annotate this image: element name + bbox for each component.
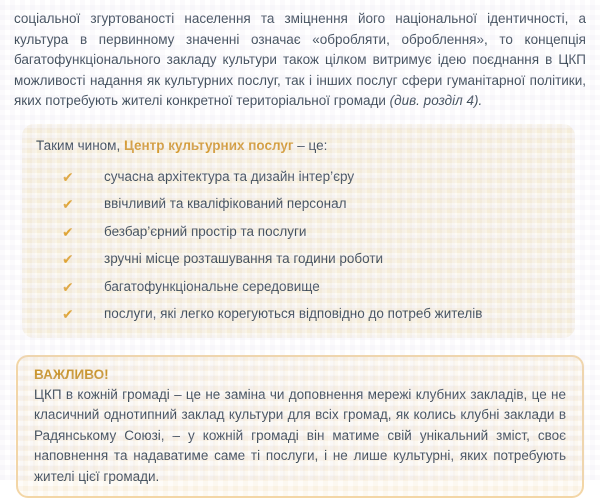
important-box-title: ВАЖЛИВО!	[34, 365, 566, 384]
check-icon: ✔	[62, 279, 104, 296]
check-icon: ✔	[62, 251, 104, 268]
list-item-label: багатофункціональне середовище	[104, 279, 559, 296]
services-box	[22, 124, 575, 338]
list-item	[62, 251, 559, 268]
services-list	[36, 169, 559, 323]
list-item	[62, 279, 559, 296]
list-item-label: зручні місце розташування та години роботи	[104, 251, 559, 268]
list-item-label: ввічливий та кваліфікований персонал	[104, 196, 559, 213]
check-icon: ✔	[62, 224, 104, 241]
check-icon: ✔	[62, 169, 104, 186]
intro-text: соціальної згуртованості населення та зміцнення його національної ідентичності, а культура в первинному значенні означає «обробляти, оброблення», то концепція багатофункціонального закладу культури також цілком витримує ідею поєднання в ЦКП можливості надання як культурних послуг, так і інших послуг сфери гуманітарної політики, яких потребують жителі конкретної територіальної громади	[14, 11, 586, 108]
services-heading-accent: Центр культурних послуг	[124, 138, 294, 153]
important-box-body: ЦКП в кожній громаді – це не заміна чи доповнення мережі клубних закладів, це не класичний однотипний заклад культури для всіх громад, як колись клубні заклади в Радянському Союзі, – у кожній громаді він матиме свій унікальний зміст, своє наповнення та надаватиме саме ті послуги, і не лише культурні, яких потребують жителі цієї громади.	[34, 385, 566, 488]
services-heading	[36, 137, 559, 154]
intro-reference: (див. розділ 4).	[390, 93, 483, 108]
services-heading-prefix: Таким чином,	[36, 138, 124, 153]
list-item-label: безбар’єрний простір та послуги	[104, 224, 559, 241]
list-item	[62, 224, 559, 241]
services-heading-suffix: – це:	[294, 138, 328, 153]
check-icon: ✔	[62, 306, 104, 323]
list-item-label: послуги, які легко корегуються відповідно до потреб жителів	[104, 306, 559, 323]
intro-paragraph	[14, 0, 586, 112]
important-box	[16, 355, 584, 498]
list-item	[62, 306, 559, 323]
list-item-label: сучасна архітектура та дизайн інтер’єру	[104, 169, 559, 186]
list-item	[62, 169, 559, 186]
check-icon: ✔	[62, 196, 104, 213]
list-item	[62, 196, 559, 213]
